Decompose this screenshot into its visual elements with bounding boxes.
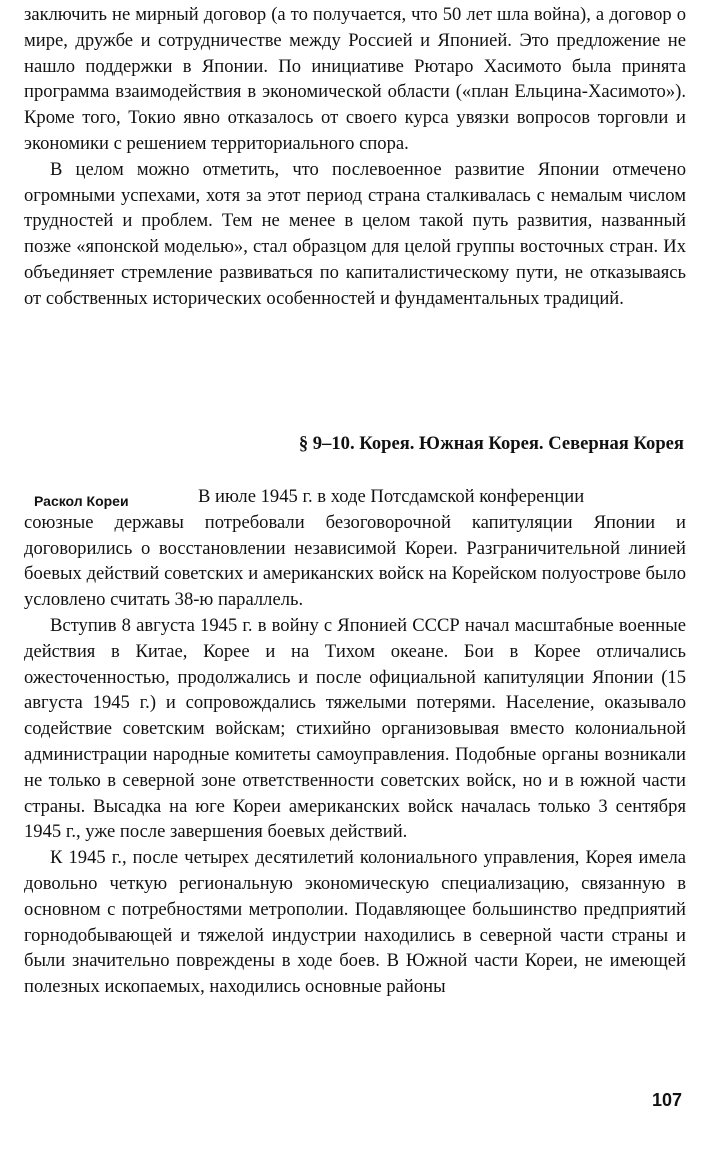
paragraph: заключить не мирный договор (а то получается, что 50 лет шла война), а договор о мире, дружбе и сотрудничестве между Россией и Японией. Это предложение не нашло поддержки в Японии. По инициативе Рютаро Хасимото была принята программа взаимодействия в экономической области («план Ельцина-Хасимото»). Кроме того, Токио явно отказалось от своего курса увязки вопросов торговли и экономики с решением территориального спора. [24,4,686,154]
main-text-block [24,484,686,1000]
paragraph-first-rest: союзные державы потребовали безоговорочной капитуляции Японии и договорились о восстановлении независимой Кореи. Разграничительной линией боевых действий советских и американских войск на Корейском полуострове было условлено считать 38-ю параллель. [24,511,686,611]
paragraph: К 1945 г., после четырех десятилетий колониального управления, Корея имела довольно четкую региональную экономическую специализацию, связанную в основном с потребностями метрополии. Подавляющее большинство предприятий горнодобывающей и тяжелой индустрии находились в северной части страны и были значительно повреждены в ходе боев. В Южной части Кореи, не имеющей полезных ископаемых, находились основные районы [24,847,686,998]
page-number: 107 [651,1090,682,1110]
side-margin-label: Раскол Кореи [34,493,129,509]
paragraph: В целом можно отметить, что послевоенное развитие Японии отмечено огромными успехами, хотя за этот период страна сталкивалась с немалым числом трудностей и проблем. Тем не менее в целом такой путь развития, названный позже «японской моделью», стал образцом для целой группы восточных стран. Их объединяет стремление развиваться по капиталистическому пути, не отказываясь от собственных исторических особенностей и фундаментальных традиций. [24,158,686,309]
section-heading: § 9–10. Корея. Южная Корея. Северная Корея [298,433,684,454]
paragraph: Вступив 8 августа 1945 г. в войну с Японией СССР начал масштабные военные действия в Китае, Корее и на Тихом океане. Бои в Корее отличались ожесточенностью, продолжались и после официальной капитуляции Японии (15 августа 1945 г.) и сопровождались тяжелыми потерями. Население, оказывало содействие советским войскам; стихийно организовывая вместо колониальной администрации народные комитеты самоуправления. Подобные органы возникали не только в северной зоне ответственности советских войск, но и в южной части страны. Высадка на юге Кореи американских войск началась только 3 сентября 1945 г., уже после завершения боевых действий. [24,614,686,843]
paragraph-first-line: В июле 1945 г. в ходе Потсдамской конференции [198,486,585,507]
top-text-block [24,2,686,312]
